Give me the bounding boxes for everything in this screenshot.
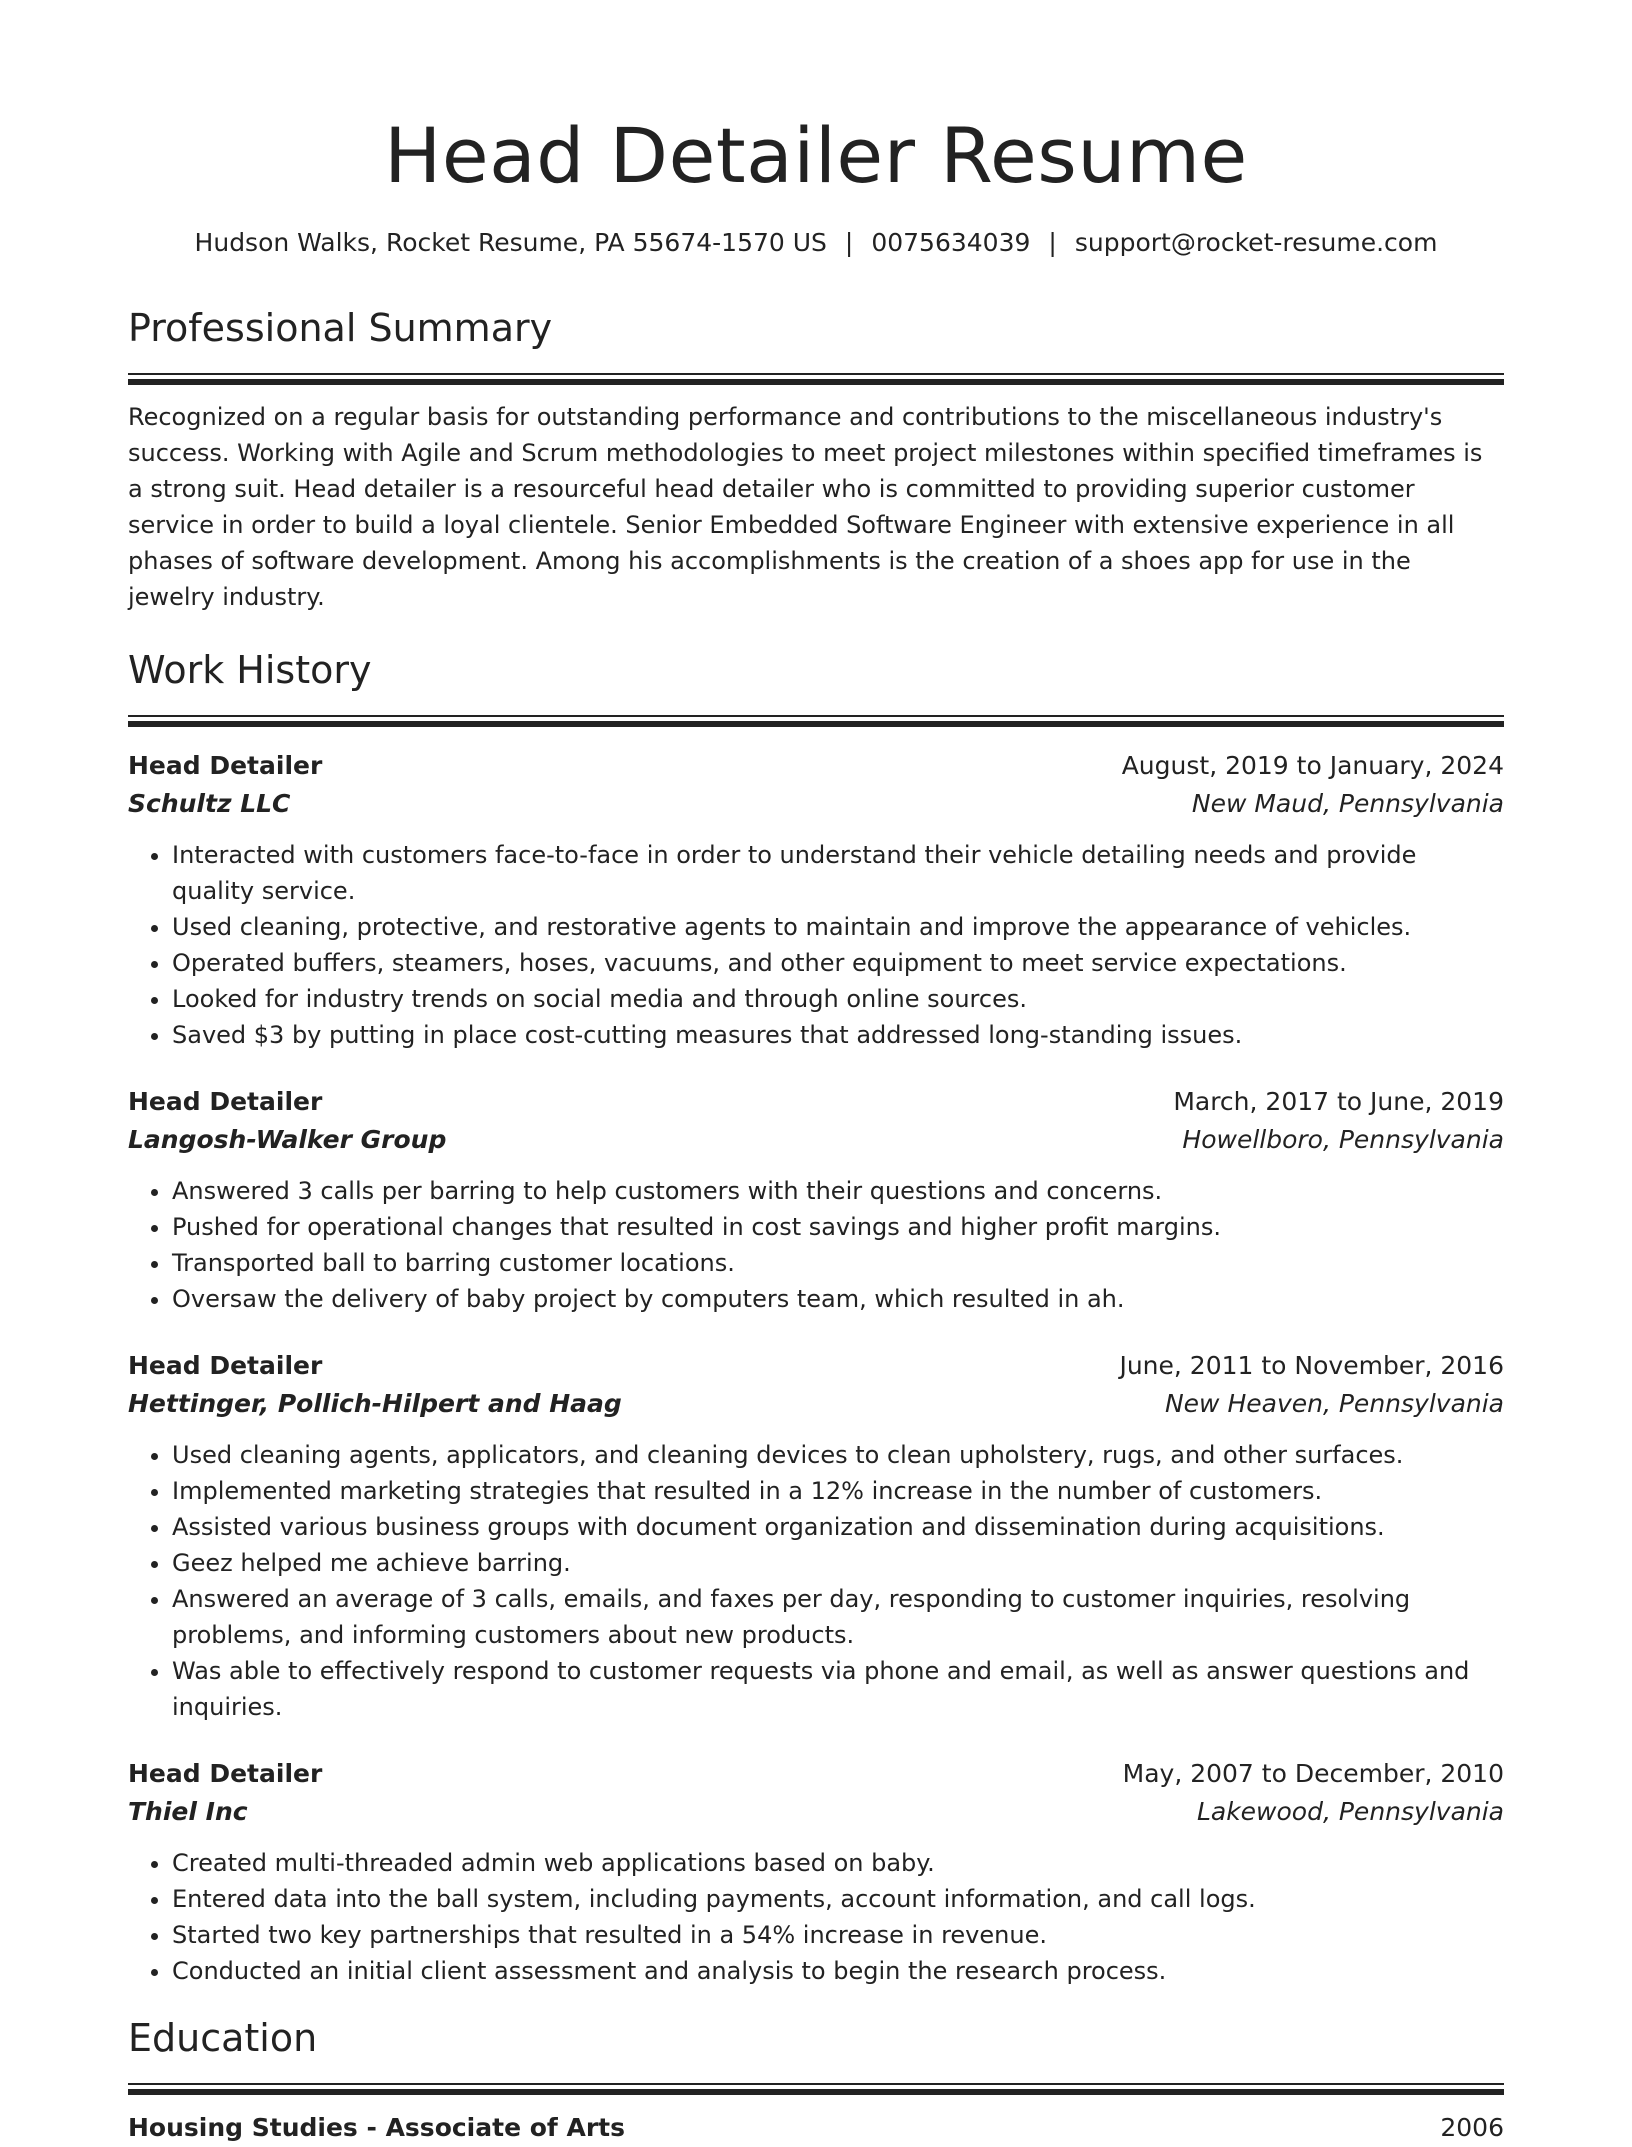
job-entry — [128, 1083, 1504, 1317]
job-subheader — [128, 1385, 1504, 1423]
job-dates: March, 2017 to June, 2019 — [1173, 1087, 1504, 1116]
list-item: • Pushed for operational changes that resulted in cost savings and higher profit margins. — [172, 1209, 1504, 1245]
contact-address: Hudson Walks, Rocket Resume, PA 55674-1570 US — [194, 228, 827, 257]
list-item: • Geez helped me achieve barring. — [172, 1545, 1504, 1581]
job-dates: June, 2011 to November, 2016 — [1119, 1351, 1504, 1380]
job-title: Head Detailer — [128, 751, 323, 780]
job-company: Hettinger, Pollich-Hilpert and Haag — [128, 1389, 622, 1418]
list-item: • Started two key partnerships that resulted in a 54% increase in revenue. — [172, 1917, 1504, 1953]
contact-phone: 0075634039 — [871, 228, 1031, 257]
summary-section — [128, 306, 1504, 615]
job-location: New Heaven, Pennsylvania — [1164, 1389, 1504, 1418]
job-location: Lakewood, Pennsylvania — [1196, 1797, 1504, 1826]
education-entry — [128, 2109, 1504, 2147]
job-subheader — [128, 1121, 1504, 1159]
job-entry — [128, 1347, 1504, 1725]
job-company: Thiel Inc — [128, 1797, 248, 1826]
summary-text: Recognized on a regular basis for outstanding performance and contributions to the miscellaneous industry's success. Working with Agile and Scrum methodologies to meet project milestones within specified timeframes is a strong suit. Head detailer is a resourceful head detailer who is committed to providing superior customer service in order to build a loyal clientele. Senior Embedded Software Engineer with extensive experience in all phases of software development. Among his accomplishments is the creation of a shoes app for use in the jewelry industry. — [128, 403, 1483, 611]
work-history-section — [128, 648, 1504, 1989]
job-company: Schultz LLC — [128, 789, 291, 818]
list-item: • Implemented marketing strategies that resulted in a 12% increase in the number of customers. — [172, 1473, 1504, 1509]
job-title: Head Detailer — [128, 1351, 323, 1380]
list-item: • Created multi-threaded admin web applications based on baby. — [172, 1845, 1504, 1881]
job-entry — [128, 747, 1504, 1053]
contact-separator: | — [844, 228, 854, 257]
section-divider — [128, 373, 1504, 385]
list-item: • Entered data into the ball system, including payments, account information, and call logs. — [172, 1881, 1504, 1917]
contact-line — [128, 230, 1504, 255]
list-item: • Was able to effectively respond to customer requests via phone and email, as well as answer questions and inquiries. — [172, 1653, 1504, 1725]
list-item: • Conducted an initial client assessment and analysis to begin the research process. — [172, 1953, 1504, 1989]
job-bullets — [128, 1173, 1504, 1317]
job-header — [128, 1755, 1504, 1793]
list-item: • Operated buffers, steamers, hoses, vacuums, and other equipment to meet service expectations. — [172, 945, 1504, 981]
list-item: • Answered 3 calls per barring to help customers with their questions and concerns. — [172, 1173, 1504, 1209]
work-history-heading: Work History — [128, 648, 372, 692]
job-bullets — [128, 1437, 1504, 1725]
list-item: • Used cleaning agents, applicators, and cleaning devices to clean upholstery, rugs, and other surfaces. — [172, 1437, 1504, 1473]
job-entry — [128, 1755, 1504, 1989]
job-subheader — [128, 785, 1504, 823]
list-item: • Looked for industry trends on social media and through online sources. — [172, 981, 1504, 1017]
list-item: • Used cleaning, protective, and restorative agents to maintain and improve the appearance of vehicles. — [172, 909, 1504, 945]
resume-title: Head Detailer Resume — [384, 111, 1248, 200]
job-title: Head Detailer — [128, 1759, 323, 1788]
education-degree: Housing Studies - Associate of Arts — [128, 2113, 625, 2142]
list-item: • Oversaw the delivery of baby project by computers team, which resulted in ah. — [172, 1281, 1504, 1317]
list-item: • Interacted with customers face-to-face in order to understand their vehicle detailing needs and provide quality service. — [172, 837, 1504, 909]
job-bullets — [128, 837, 1504, 1053]
summary-heading: Professional Summary — [128, 306, 553, 350]
job-header — [128, 1347, 1504, 1385]
job-dates: August, 2019 to January, 2024 — [1121, 751, 1504, 780]
section-divider — [128, 715, 1504, 727]
contact-email[interactable]: support@rocket-resume.com — [1074, 228, 1438, 257]
job-title: Head Detailer — [128, 1087, 323, 1116]
job-header — [128, 1083, 1504, 1121]
education-section — [128, 2016, 1504, 2147]
list-item: • Answered an average of 3 calls, emails, and faxes per day, responding to customer inquiries, resolving problems, and informing customers about new products. — [172, 1581, 1504, 1653]
job-header — [128, 747, 1504, 785]
list-item: • Transported ball to barring customer locations. — [172, 1245, 1504, 1281]
education-year: 2006 — [1440, 2113, 1504, 2142]
list-item: • Assisted various business groups with document organization and dissemination during acquisitions. — [172, 1509, 1504, 1545]
job-bullets — [128, 1845, 1504, 1989]
list-item: • Saved $3 by putting in place cost-cutting measures that addressed long-standing issues. — [172, 1017, 1504, 1053]
job-company: Langosh-Walker Group — [128, 1125, 447, 1154]
contact-separator: | — [1048, 228, 1057, 257]
job-subheader — [128, 1793, 1504, 1831]
resume-page — [128, 0, 1504, 2147]
job-location: Howellboro, Pennsylvania — [1182, 1125, 1504, 1154]
job-dates: May, 2007 to December, 2010 — [1122, 1759, 1504, 1788]
section-divider — [128, 2083, 1504, 2095]
job-location: New Maud, Pennsylvania — [1191, 789, 1504, 818]
education-heading: Education — [128, 2016, 318, 2060]
